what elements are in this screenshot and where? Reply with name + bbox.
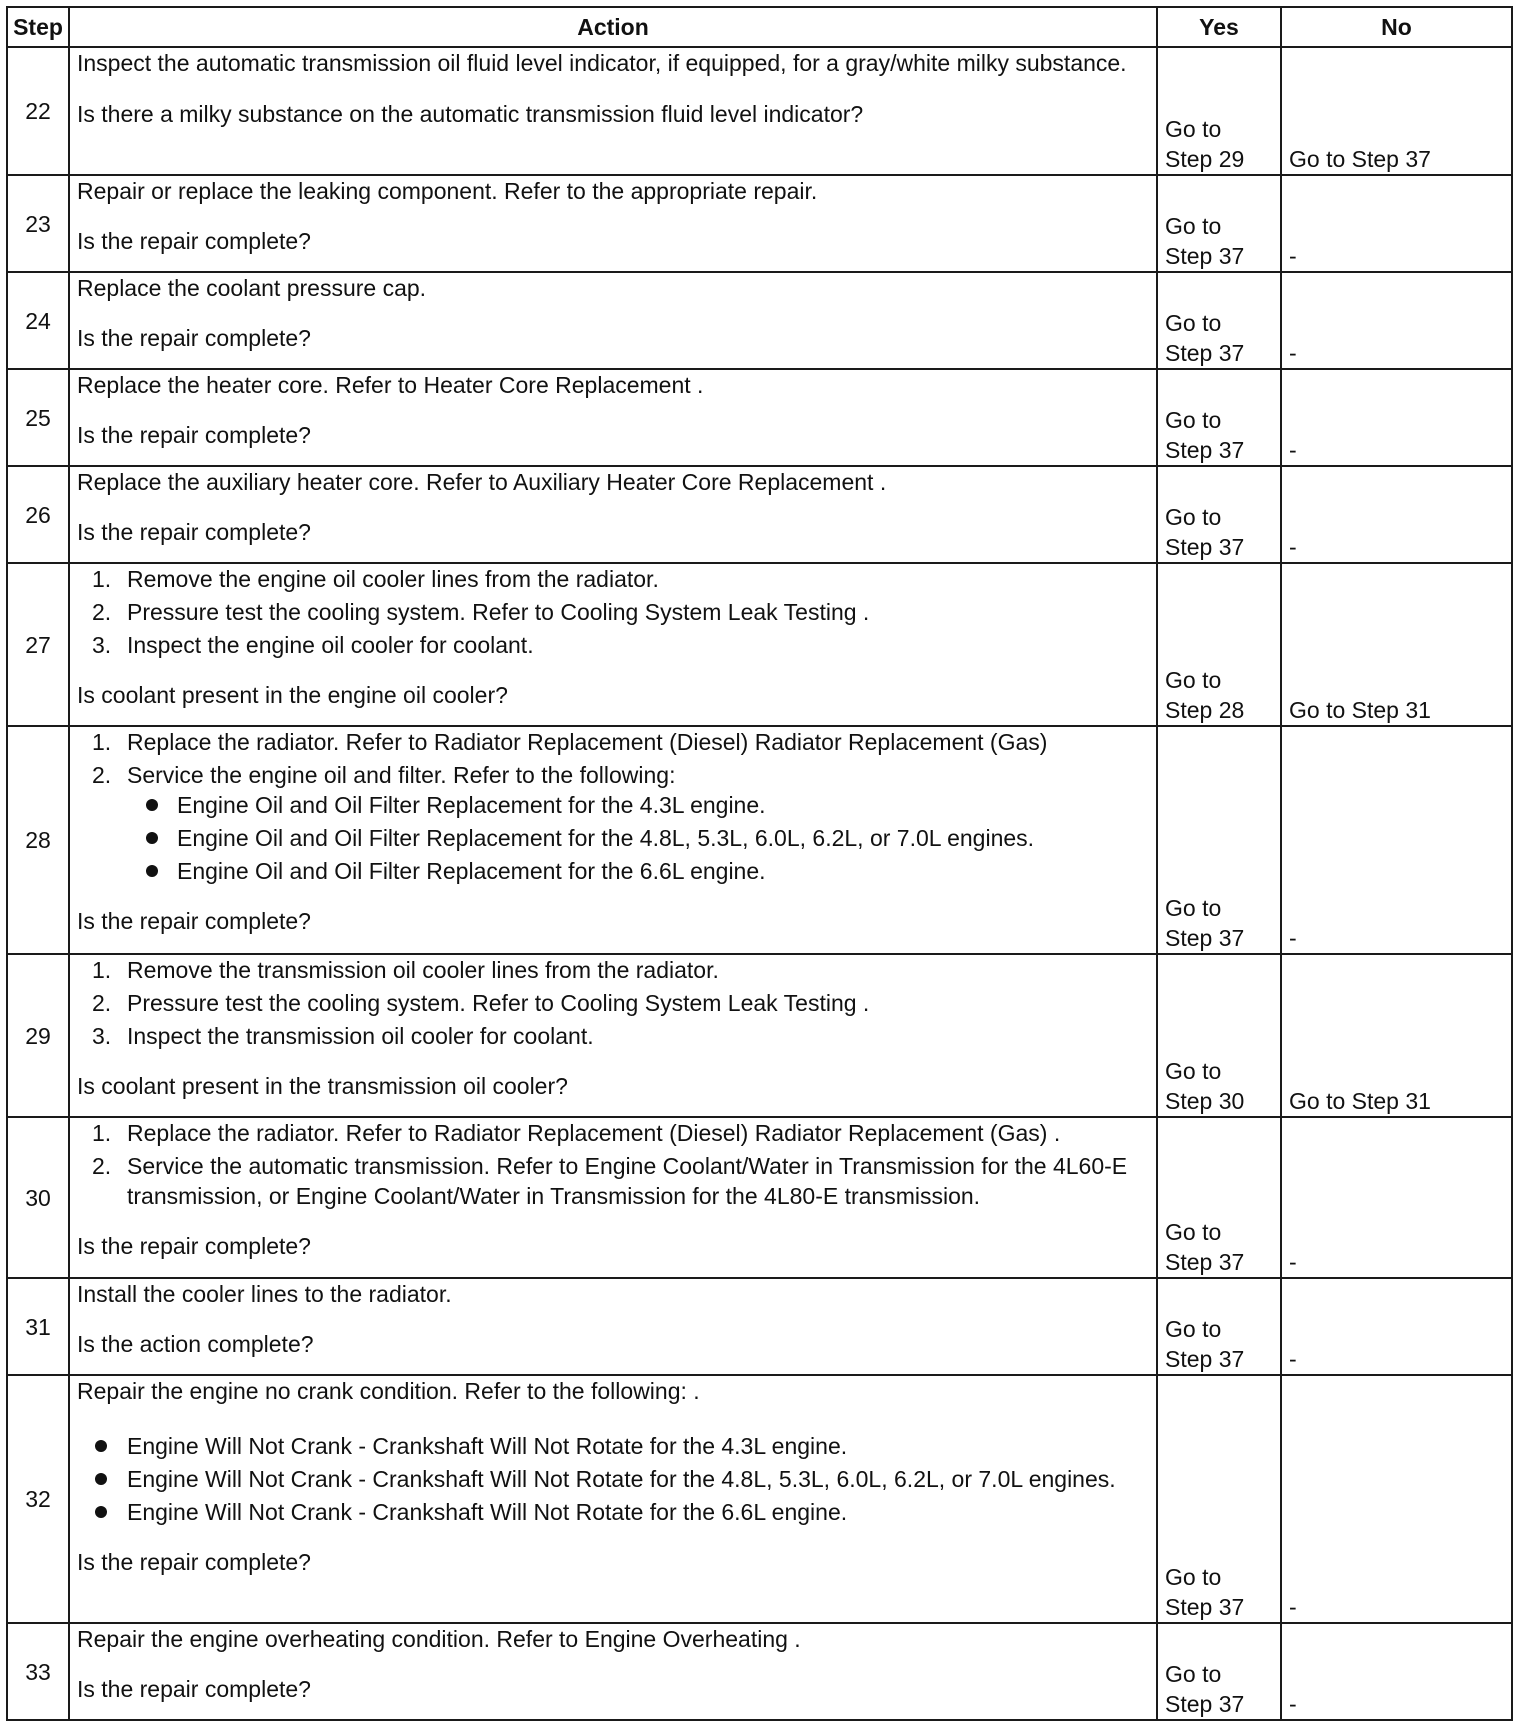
- list-item: 2. Service the automatic transmission. Refer to Engine Coolant/Water in Transmission for the 4L60-E transmission, or Engine Coolant/Water in Transmission for the 4L80-E transmission.: [92, 1153, 1128, 1209]
- action-cell: [69, 1278, 1157, 1375]
- step-number: 24: [7, 272, 69, 369]
- yes-cell: [1157, 466, 1281, 563]
- yes-step: Step 37: [1165, 437, 1245, 463]
- action-question: Is the action complete?: [77, 1331, 314, 1357]
- yes-goto: Go to: [1165, 895, 1222, 921]
- no-cell: -: [1281, 1375, 1512, 1623]
- list-item: 3. Inspect the transmission oil cooler for coolant.: [92, 1023, 594, 1049]
- list-item: 2. Pressure test the cooling system. Refer to Cooling System Leak Testing .: [92, 990, 870, 1016]
- list-item: 1. Replace the radiator. Refer to Radiator Replacement (Diesel) Radiator Replacement (Gas): [92, 729, 1048, 755]
- yes-cell: [1157, 369, 1281, 466]
- action-question: Is the repair complete?: [77, 1233, 311, 1259]
- numbered-list: [77, 1118, 1149, 1211]
- action-text: Replace the coolant pressure cap.: [77, 275, 427, 301]
- step-number: 22: [7, 47, 69, 175]
- list-item: 1. Remove the transmission oil cooler lines from the radiator.: [92, 957, 719, 983]
- table-row: [7, 954, 1512, 1117]
- no-cell: -: [1281, 466, 1512, 563]
- step-number: 23: [7, 175, 69, 272]
- numbered-list: [77, 727, 1149, 886]
- yes-goto: Go to: [1165, 213, 1222, 239]
- action-cell: [69, 272, 1157, 369]
- header-no: No: [1281, 7, 1512, 47]
- action-text: Replace the auxiliary heater core. Refer to Auxiliary Heater Core Replacement .: [77, 469, 887, 495]
- no-cell: -: [1281, 1623, 1512, 1720]
- action-question: Is the repair complete?: [77, 1676, 311, 1702]
- yes-cell: [1157, 726, 1281, 954]
- yes-step: Step 37: [1165, 1249, 1245, 1275]
- action-question: Is coolant present in the engine oil cooler?: [77, 682, 508, 708]
- yes-goto: Go to: [1165, 1058, 1222, 1084]
- step-number: 29: [7, 954, 69, 1117]
- action-question: Is there a milky substance on the automatic transmission fluid level indicator?: [77, 101, 864, 127]
- yes-goto: Go to: [1165, 667, 1222, 693]
- bullet-list: [77, 1431, 1149, 1527]
- header-action: Action: [69, 7, 1157, 47]
- header-yes: Yes: [1157, 7, 1281, 47]
- table-row: [7, 272, 1512, 369]
- bullet-item: Engine Will Not Crank - Crankshaft Will Not Rotate for the 6.6L engine.: [77, 1497, 1149, 1527]
- table-row: [7, 175, 1512, 272]
- action-question: Is the repair complete?: [77, 908, 311, 934]
- table-row: [7, 1375, 1512, 1623]
- header-step: Step: [7, 7, 69, 47]
- step-number: 26: [7, 466, 69, 563]
- no-cell: -: [1281, 369, 1512, 466]
- yes-cell: [1157, 272, 1281, 369]
- table-row: [7, 466, 1512, 563]
- action-question: Is coolant present in the transmission oil cooler?: [77, 1073, 568, 1099]
- bullet-list: [127, 790, 1149, 886]
- yes-goto: Go to: [1165, 1219, 1222, 1245]
- action-cell: [69, 1375, 1157, 1623]
- table-row: [7, 563, 1512, 726]
- action-text: Repair the engine overheating condition. Refer to Engine Overheating .: [77, 1626, 801, 1652]
- bullet-icon: [95, 1506, 107, 1518]
- step-number: 32: [7, 1375, 69, 1623]
- bullet-icon: [146, 865, 158, 877]
- no-cell: Go to Step 31: [1281, 954, 1512, 1117]
- action-cell: [69, 563, 1157, 726]
- yes-cell: [1157, 1623, 1281, 1720]
- action-cell: [69, 1623, 1157, 1720]
- yes-cell: [1157, 175, 1281, 272]
- no-cell: -: [1281, 175, 1512, 272]
- yes-step: Step 37: [1165, 1594, 1245, 1620]
- yes-goto: Go to: [1165, 1661, 1222, 1687]
- action-question: Is the repair complete?: [77, 422, 311, 448]
- action-text: Repair the engine no crank condition. Refer to the following: .: [77, 1378, 700, 1404]
- no-cell: -: [1281, 726, 1512, 954]
- yes-cell: [1157, 1117, 1281, 1278]
- yes-step: Step 37: [1165, 1691, 1245, 1717]
- no-cell: Go to Step 37: [1281, 47, 1512, 175]
- diagnostic-steps-table: [6, 6, 1513, 1721]
- bullet-item: Engine Oil and Oil Filter Replacement for the 4.3L engine.: [127, 790, 1149, 820]
- action-question: Is the repair complete?: [77, 519, 311, 545]
- no-cell: -: [1281, 272, 1512, 369]
- yes-cell: [1157, 1278, 1281, 1375]
- list-item: 2. Service the engine oil and filter. Refer to the following: Engine Oil and Oil Filter Replacement for the 4.3L engine. Engine Oil and Oil Filter Replacement for the 4.8L, 5.3L, 6.0L, 6.2L, or 7.0L engines. Engine Oil and Oil Filter Replacement for the 6.6L engine.: [77, 760, 1149, 886]
- table-row: [7, 1278, 1512, 1375]
- table-row: [7, 1117, 1512, 1278]
- step-number: 27: [7, 563, 69, 726]
- action-cell: [69, 175, 1157, 272]
- numbered-list: [77, 564, 1149, 660]
- yes-cell: [1157, 47, 1281, 175]
- bullet-icon: [146, 832, 158, 844]
- yes-step: Step 30: [1165, 1088, 1245, 1114]
- yes-goto: Go to: [1165, 310, 1222, 336]
- bullet-item: Engine Will Not Crank - Crankshaft Will Not Rotate for the 4.3L engine.: [77, 1431, 1149, 1461]
- yes-step: Step 37: [1165, 1346, 1245, 1372]
- yes-goto: Go to: [1165, 1564, 1222, 1590]
- no-cell: -: [1281, 1278, 1512, 1375]
- step-number: 25: [7, 369, 69, 466]
- yes-step: Step 37: [1165, 925, 1245, 951]
- action-question: Is the repair complete?: [77, 228, 311, 254]
- yes-cell: [1157, 1375, 1281, 1623]
- yes-goto: Go to: [1165, 504, 1222, 530]
- step-number: 28: [7, 726, 69, 954]
- yes-step: Step 37: [1165, 340, 1245, 366]
- numbered-list: [77, 955, 1149, 1051]
- table-row: [7, 1623, 1512, 1720]
- yes-goto: Go to: [1165, 1316, 1222, 1342]
- list-item: 1. Remove the engine oil cooler lines from the radiator.: [92, 566, 659, 592]
- bullet-icon: [146, 799, 158, 811]
- table-row: [7, 47, 1512, 175]
- step-number: 33: [7, 1623, 69, 1720]
- action-cell: [69, 1117, 1157, 1278]
- yes-step: Step 37: [1165, 243, 1245, 269]
- diagnostic-table-container: [6, 6, 1511, 1721]
- yes-step: Step 28: [1165, 697, 1245, 723]
- list-item: 1. Replace the radiator. Refer to Radiator Replacement (Diesel) Radiator Replacement (Gas) .: [92, 1120, 1061, 1146]
- table-header-row: [7, 7, 1512, 47]
- action-cell: [69, 954, 1157, 1117]
- bullet-item: Engine Oil and Oil Filter Replacement for the 4.8L, 5.3L, 6.0L, 6.2L, or 7.0L engines.: [127, 823, 1149, 853]
- action-cell: [69, 47, 1157, 175]
- bullet-icon: [95, 1440, 107, 1452]
- no-cell: -: [1281, 1117, 1512, 1278]
- table-row: [7, 369, 1512, 466]
- action-text: Replace the heater core. Refer to Heater Core Replacement .: [77, 372, 704, 398]
- no-cell: Go to Step 31: [1281, 563, 1512, 726]
- table-row: [7, 726, 1512, 954]
- yes-step: Step 29: [1165, 146, 1245, 172]
- action-cell: [69, 466, 1157, 563]
- yes-cell: [1157, 563, 1281, 726]
- bullet-icon: [95, 1473, 107, 1485]
- list-item: 3. Inspect the engine oil cooler for coolant.: [92, 632, 534, 658]
- step-number: 31: [7, 1278, 69, 1375]
- yes-step: Step 37: [1165, 534, 1245, 560]
- bullet-item: Engine Will Not Crank - Crankshaft Will Not Rotate for the 4.8L, 5.3L, 6.0L, 6.2L, or 7.0L engines.: [77, 1464, 1149, 1494]
- action-text: Install the cooler lines to the radiator.: [77, 1281, 452, 1307]
- bullet-item: Engine Oil and Oil Filter Replacement for the 6.6L engine.: [127, 856, 1149, 886]
- action-text: Inspect the automatic transmission oil fluid level indicator, if equipped, for a gray/white milky substance.: [77, 50, 1127, 76]
- yes-goto: Go to: [1165, 407, 1222, 433]
- action-question: Is the repair complete?: [77, 325, 311, 351]
- yes-cell: [1157, 954, 1281, 1117]
- yes-goto: Go to: [1165, 116, 1222, 142]
- action-cell: [69, 726, 1157, 954]
- step-number: 30: [7, 1117, 69, 1278]
- action-cell: [69, 369, 1157, 466]
- list-item: 2. Pressure test the cooling system. Refer to Cooling System Leak Testing .: [92, 599, 870, 625]
- action-text: Repair or replace the leaking component. Refer to the appropriate repair.: [77, 178, 818, 204]
- action-question: Is the repair complete?: [77, 1549, 311, 1575]
